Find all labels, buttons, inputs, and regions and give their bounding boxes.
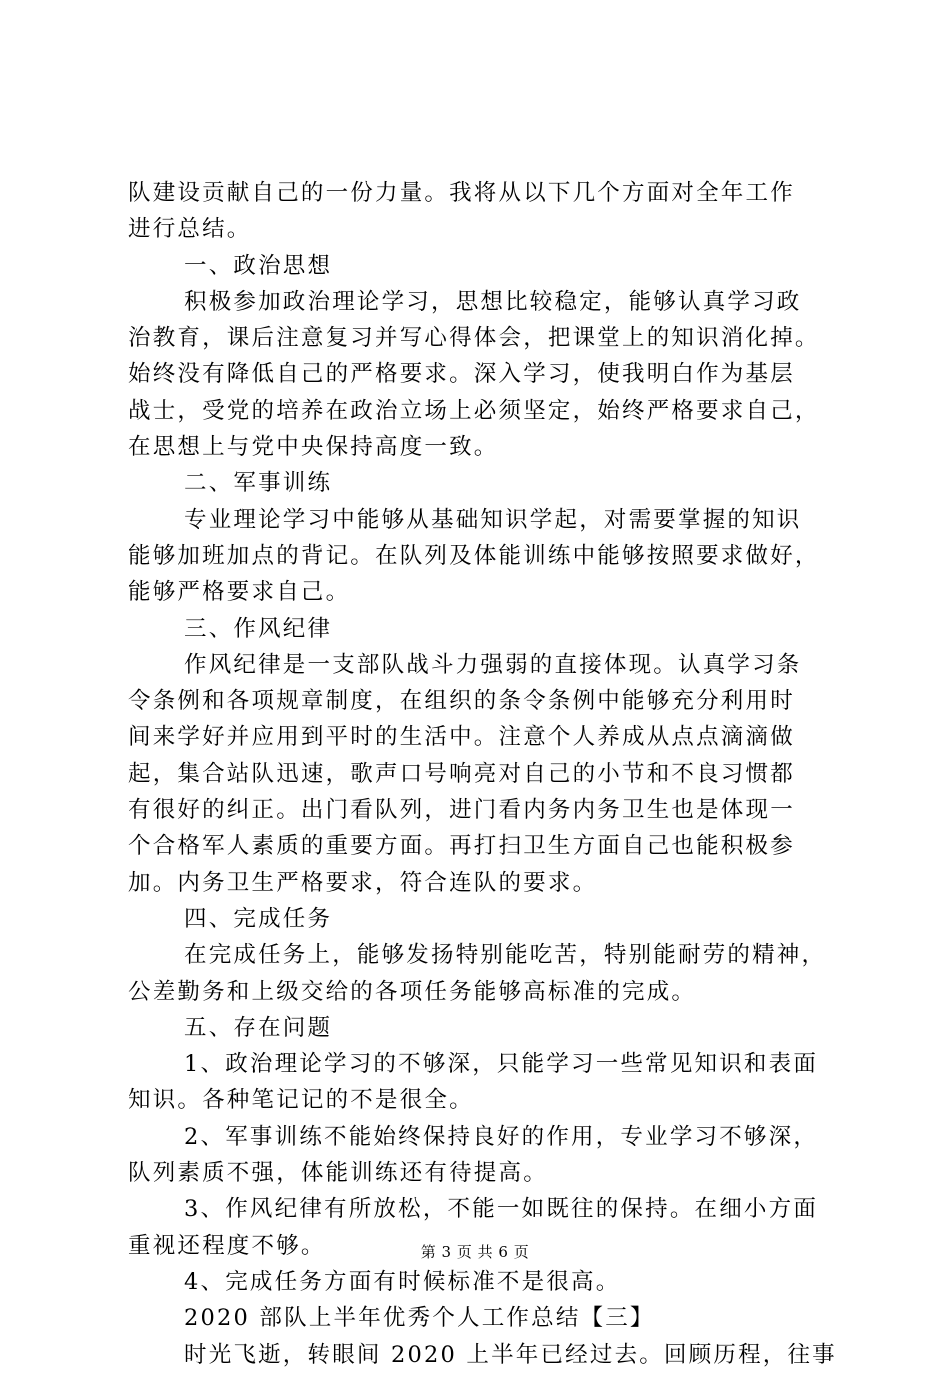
paragraph-start-line: 四、完成任务 bbox=[184, 905, 333, 932]
paragraph-line: 队建设贡献自己的一份力量。我将从以下几个方面对全年工作 bbox=[128, 180, 795, 206]
paragraph-line: 能够加班加点的背记。在队列及体能训练中能够按照要求做好， bbox=[128, 542, 820, 569]
paragraph-line: 始终没有降低自己的严格要求。深入学习，使我明白作为基层 bbox=[128, 361, 795, 388]
paragraph-start-line: 3、作风纪律有所放松，不能一如既往的保持。在细小方面 bbox=[184, 1196, 819, 1223]
paragraph-line: 令条例和各项规章制度，在组织的条令条例中能够充分利用时 bbox=[128, 688, 795, 715]
paragraph-start-line: 二、军事训练 bbox=[184, 470, 333, 497]
paragraph-line: 起，集合站队迅速，歌声口号响亮对自己的小节和不良习惯都 bbox=[128, 760, 795, 787]
paragraph-start-line: 在完成任务上，能够发扬特别能吃苦，特别能耐劳的精神， bbox=[184, 942, 827, 969]
paragraph-line: 公差勤务和上级交给的各项任务能够高标准的完成。 bbox=[128, 978, 697, 1005]
page-footer: 第 3 页 共 6 页 bbox=[420, 1243, 530, 1261]
paragraph-line: 知识。各种笔记记的不是很全。 bbox=[128, 1087, 474, 1114]
paragraph-start-line: 三、作风纪律 bbox=[184, 615, 333, 642]
paragraph-start-line: 4、完成任务方面有时候标准不是很高。 bbox=[184, 1268, 621, 1295]
paragraph-start-line: 1、政治理论学习的不够深，只能学习一些常见知识和表面 bbox=[184, 1051, 819, 1078]
paragraph-line: 队列素质不强，体能训练还有待提高。 bbox=[128, 1160, 548, 1187]
paragraph-start-line: 作风纪律是一支部队战斗力强弱的直接体现。认真学习条 bbox=[184, 651, 802, 678]
paragraph-start-line: 2020 部队上半年优秀个人工作总结【三】 bbox=[184, 1305, 655, 1332]
paragraph-start-line: 时光飞逝，转眼间 2020 上半年已经过去。回顾历程，往事 bbox=[184, 1341, 837, 1368]
paragraph-start-line: 积极参加政治理论学习，思想比较稳定，能够认真学习政 bbox=[184, 288, 802, 315]
paragraph-line: 在思想上与党中央保持高度一致。 bbox=[128, 434, 499, 461]
paragraph-line: 治教育，课后注意复习并写心得体会，把课堂上的知识消化掉。 bbox=[128, 325, 820, 352]
paragraph-line: 战士，受党的培养在政治立场上必须坚定，始终严格要求自己， bbox=[128, 397, 820, 424]
paragraph-start-line: 一、政治思想 bbox=[184, 252, 333, 279]
paragraph-line: 能够严格要求自己。 bbox=[128, 579, 351, 606]
paragraph-start-line: 2、军事训练不能始终保持良好的作用，专业学习不够深， bbox=[184, 1123, 819, 1150]
paragraph-line: 进行总结。 bbox=[128, 216, 252, 243]
paragraph-line: 有很好的纠正。出门看队列，进门看内务内务卫生也是体现一 bbox=[128, 797, 795, 824]
document-body bbox=[128, 175, 837, 1373]
paragraph-line: 重视还程度不够。 bbox=[128, 1232, 326, 1259]
paragraph-line: 个合格军人素质的重要方面。再打扫卫生方面自己也能积极参 bbox=[128, 833, 795, 860]
paragraph-line: 加。内务卫生严格要求，符合连队的要求。 bbox=[128, 869, 598, 896]
paragraph-start-line: 五、存在问题 bbox=[184, 1014, 333, 1041]
paragraph-start-line: 专业理论学习中能够从基础知识学起，对需要掌握的知识 bbox=[184, 506, 802, 533]
paragraph-line: 间来学好并应用到平时的生活中。注意个人养成从点点滴滴做 bbox=[128, 724, 795, 751]
